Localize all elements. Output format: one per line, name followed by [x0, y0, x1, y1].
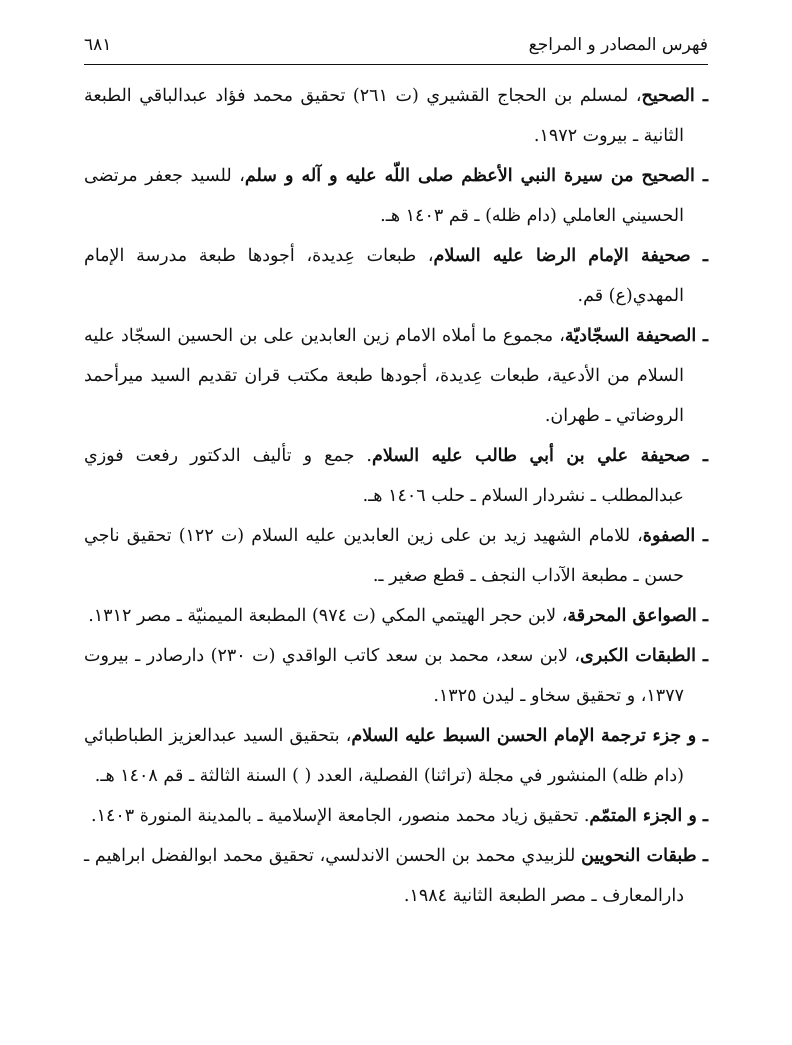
entry-title: ـ و الجزء المتمّم [589, 806, 708, 826]
bibliography-entry [84, 636, 708, 716]
bibliography-entry [84, 796, 708, 836]
entry-details: ، للسيد جعفر مرتضى الحسيني العاملي (دام ظله) ـ قم ١٤٠٣ هـ. [84, 166, 684, 226]
entry-details: ، لابن حجر الهيتمي المكي (ت ٩٧٤) المطبعة الميمنيّة ـ مصر ١٣١٢. [88, 606, 568, 626]
page-header [84, 30, 708, 60]
bibliography-entry [84, 316, 708, 436]
page-number: ٦٨١ [84, 35, 112, 55]
entry-title: ـ صحيفة الإمام الرضا عليه السلام [433, 246, 708, 266]
entry-details: ، بتحقيق السيد عبدالعزيز الطباطبائي (دام ظله) المنشور في مجلة (تراثنا) الفصلية، العدد ( ) السنة الثالثة ـ قم ١٤٠٨ هـ. [84, 726, 684, 786]
bibliography-entry [84, 836, 708, 916]
bibliography-list [84, 76, 708, 916]
entry-details: ، لمسلم بن الحجاج القشيري (ت ٢٦١) تحقيق محمد فؤاد عبدالباقي الطبعة الثانية ـ بيروت ١٩٧٢. [84, 86, 684, 146]
entry-title: ـ طبقات النحويين [581, 846, 709, 866]
bibliography-entry [84, 236, 708, 316]
entry-details: . جمع و تأليف الدكتور رفعت فوزي عبدالمطلب ـ نشردار السلام ـ حلب ١٤٠٦ هـ. [84, 446, 684, 506]
entry-title: ـ الصحيح [641, 86, 708, 106]
entry-title: ـ الصحيفة السجّاديّة [564, 326, 708, 346]
entry-details: . تحقيق زياد محمد منصور، الجامعة الإسلامية ـ بالمدينة المنورة ١٤٠٣. [90, 806, 590, 826]
bibliography-entry [84, 436, 708, 516]
entry-details: ، لابن سعد، محمد بن سعد كاتب الواقدي (ت ٢٣٠) دارصادر ـ بيروت ١٣٧٧، و تحقيق سخاو ـ ليدن ١٣٢٥. [84, 646, 684, 706]
running-title: فهرس المصادر و المراجع [528, 35, 708, 55]
bibliography-entry [84, 716, 708, 796]
entry-title: ـ الصفوة [642, 526, 708, 546]
entry-details: ، طبعات عِديدة، أجودها طبعة مدرسة الإمام المهدي(ع) قم. [84, 246, 684, 306]
entry-title: ـ و جزء ترجمة الإمام الحسن السبط عليه السلام [351, 726, 708, 746]
entry-title: ـ الصحيح من سيرة النبي الأعظم صلى اللّه عليه و آله و سلم [244, 166, 708, 186]
entry-details: للزبيدي محمد بن الحسن الاندلسي، تحقيق محمد ابوالفضل ابراهيم ـ دارالمعارف ـ مصر الطبعة الثانية ١٩٨٤. [84, 846, 684, 906]
bibliography-entry [84, 76, 708, 156]
bibliography-entry [84, 516, 708, 596]
entry-title: ـ صحيفة علي بن أبي طالب عليه السلام [372, 446, 708, 466]
header-rule [84, 64, 708, 65]
entry-details: ، للامام الشهيد زيد بن على زين العابدين عليه السلام (ت ١٢٢) تحقيق ناجي حسن ـ مطبعة الآداب النجف ـ قطع صغير ـ. [84, 526, 684, 586]
entry-details: ، مجموع ما أملاه الامام زين العابدين على بن الحسين السجّاد عليه السلام من الأدعية، طبعات عِديدة، أجودها طبعة مكتب قران تقديم السيد ميرأحمد الروضاتي ـ طهران. [84, 326, 684, 426]
bibliography-entry [84, 156, 708, 236]
entry-title: ـ الطبقات الكبرى [580, 646, 708, 666]
bibliography-entry [84, 596, 708, 636]
entry-title: ـ الصواعق المحرقة [567, 606, 708, 626]
